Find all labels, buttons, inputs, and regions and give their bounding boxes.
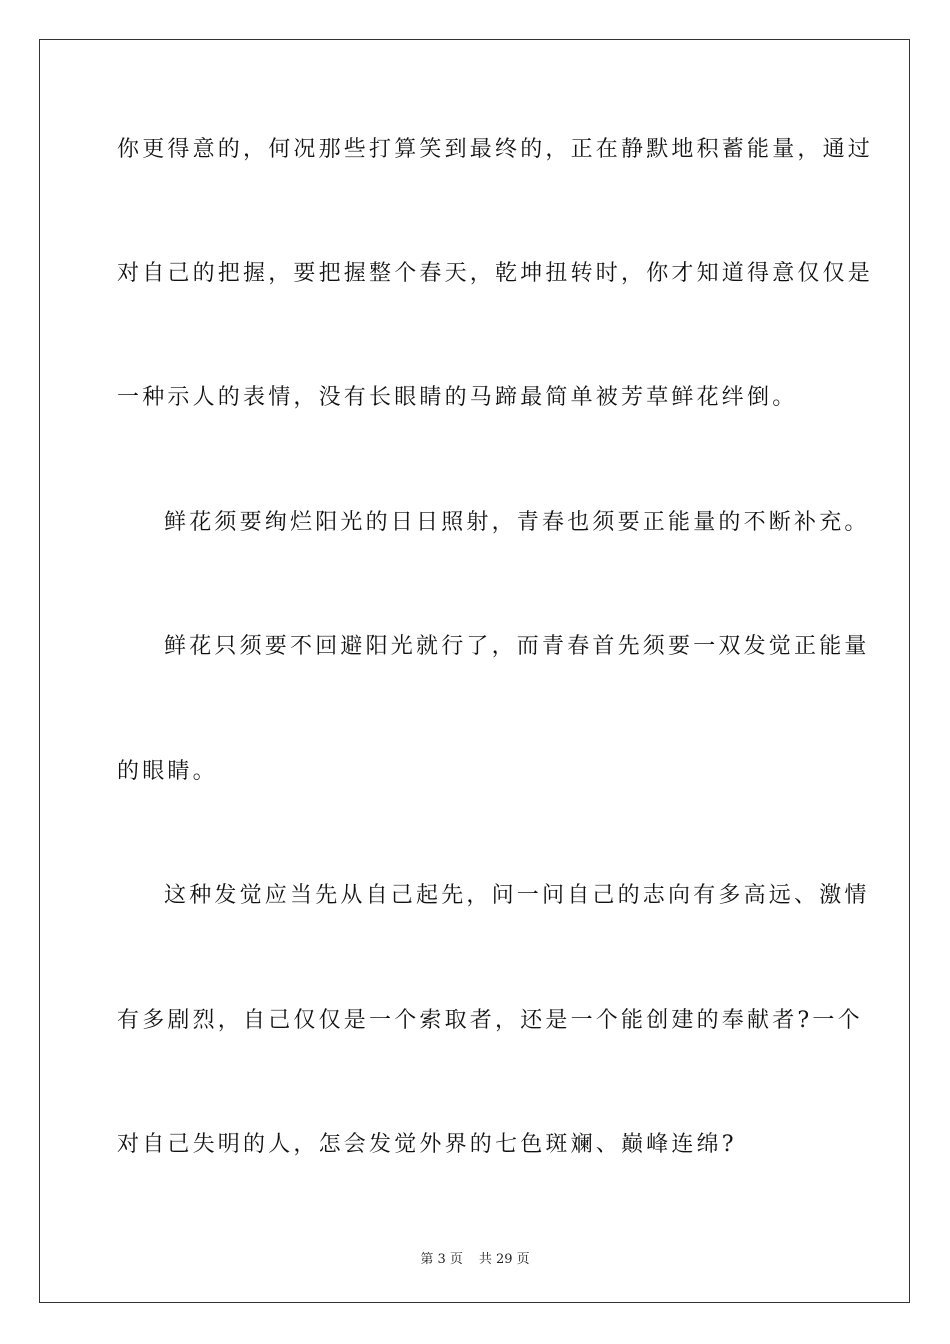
- text-line: 对自己的把握，要把握整个春天，乾坤扭转时，你才知道得意仅仅是: [117, 261, 874, 286]
- text-line: 有多剧烈，自己仅仅是一个索取者，还是一个能创建的奉献者?一个: [117, 1008, 863, 1033]
- text-line: 一种示人的表情，没有长眼睛的马蹄最简单被芳草鲜花绊倒。: [117, 385, 798, 410]
- text-line: 鲜花须要绚烂阳光的日日照射，青春也须要正能量的不断补充。: [164, 510, 870, 535]
- page-footer: [0, 1248, 950, 1267]
- page-border: [39, 39, 910, 1303]
- text-line: 鲜花只须要不回避阳光就行了，而青春首先须要一双发觉正能量: [164, 634, 870, 659]
- text-line: 这种发觉应当先从自己起先，问一问自己的志向有多高远、激情: [164, 883, 870, 908]
- page-total: 共 29 页: [478, 1252, 530, 1267]
- text-line: 对自己失明的人，怎会发觉外界的七色斑斓、巅峰连绵?: [117, 1132, 737, 1157]
- text-line: 的眼睛。: [117, 759, 218, 784]
- page-number: 第 3 页: [420, 1252, 463, 1267]
- text-line: 你更得意的，何况那些打算笑到最终的，正在静默地积蓄能量，通过: [117, 137, 874, 162]
